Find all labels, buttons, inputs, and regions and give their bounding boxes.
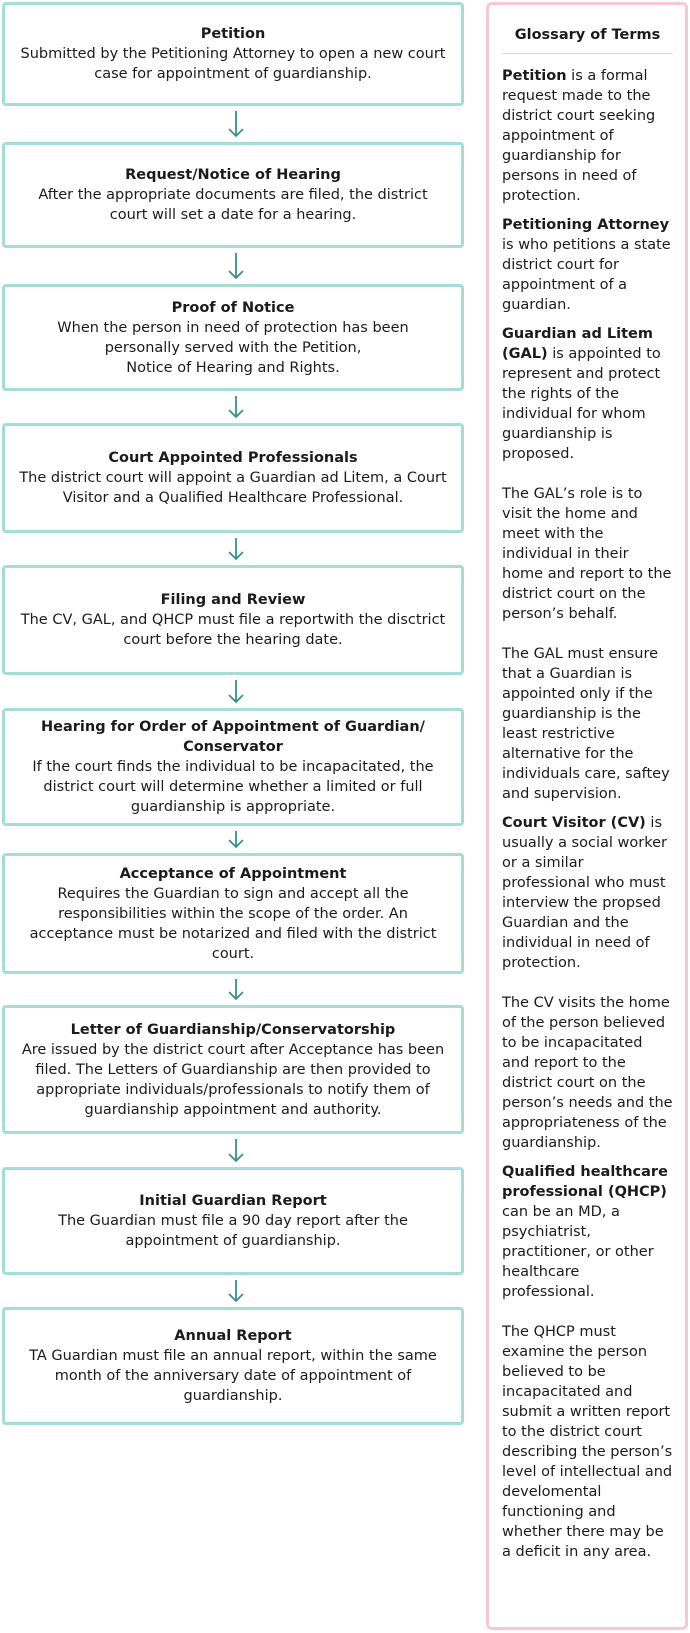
step-description: The CV, GAL, and QHCP must file a reportwith the disctrict court before the hearing date. (20, 612, 446, 648)
down-arrow-icon (226, 1278, 246, 1304)
down-arrow-icon (226, 394, 246, 420)
down-arrow-icon (226, 829, 246, 850)
glossary-paragraph: The CV visits the home of the person believed to be incapacitated and report to the district court on the person’s needs and the appropriateness of the guardianship. (502, 995, 673, 1151)
step-title: Proof of Notice (171, 299, 295, 316)
step-description: Submitted by the Petitioning Attorney to open a new court case for appointment of guardianship. (20, 46, 446, 82)
step-initial-guardian-report (2, 1167, 464, 1275)
step-description: Are issued by the district court after Acceptance has been filed. The Letters of Guardianship are then provided to appropriate individuals/professionals to notify them of guardianship appointment and authority. (21, 1041, 445, 1118)
step-description: Requires the Guardian to sign and accept all the responsibilities within the scope of the order. An acceptance must be notarized and filed with the district court. (29, 885, 437, 962)
step-description: TA Guardian must file an annual report, within the same month of the anniversary date of appointment of guardianship. (29, 1348, 437, 1404)
step-title: Acceptance of Appointment (119, 865, 347, 882)
step-description: If the court finds the individual to be incapacitated, the district court will determine whether a limited or full guardianship is appropriate. (32, 759, 434, 815)
glossary-definition: is a formal request made to the district court seeking appointment of guardianship for persons in need of protection. (502, 68, 656, 204)
step-letter-of-guardianship-conservatorship (2, 1005, 464, 1134)
step-description: The district court will appoint a Guardian ad Litem, a Court Visitor and a Qualified Healthcare Professional. (19, 470, 447, 506)
down-arrow-icon (226, 1137, 246, 1164)
step-title: Court Appointed Professionals (108, 450, 358, 466)
glossary-entry (502, 1162, 673, 1562)
step-title: Request/Notice of Hearing (125, 167, 341, 183)
glossary-title: Glossary of Terms (502, 13, 673, 54)
step-petition (2, 2, 464, 106)
step-title: Hearing for Order of Appointment of Guardian/ Conservator (41, 719, 425, 755)
glossary-term: Guardian ad Litem (GAL) (502, 326, 653, 362)
step-title: Initial Guardian Report (139, 1193, 327, 1209)
down-arrow-icon (226, 977, 246, 1002)
glossary-panel (486, 2, 688, 1630)
glossary-definition: is usually a social worker or a similar professional who must interview the propsed Guardian and the individual in need of protection. (502, 815, 667, 971)
step-title: Annual Report (174, 1328, 292, 1344)
step-description: When the person in need of protection has been personally served with the Petition, Notice of Hearing and Rights. (57, 319, 409, 376)
step-court-appointed-professionals (2, 423, 464, 533)
down-arrow-icon (226, 109, 246, 139)
step-title: Letter of Guardianship/Conservatorship (70, 1021, 396, 1038)
down-arrow-icon (226, 536, 246, 562)
glossary-term: Qualified healthcare professional (QHCP) (502, 1164, 668, 1200)
step-description: The Guardian must file a 90 day report after the appointment of guardianship. (58, 1213, 408, 1249)
step-request-notice-of-hearing (2, 142, 464, 248)
glossary-paragraph: The GAL’s role is to visit the home and meet with the individual in their home and report to the district court on the person’s behalf. (502, 486, 672, 622)
glossary-definition: is appointed to represent and protect the rights of the individual for whom guardianship is proposed. (502, 346, 661, 462)
glossary-entry (502, 324, 673, 804)
glossary-term: Petitioning Attorney (502, 217, 670, 233)
step-acceptance-of-appointment (2, 853, 464, 974)
glossary-term: Petition (502, 68, 567, 84)
glossary-entry (502, 215, 673, 315)
glossary-definition: is who petitions a state district court for appointment of a guardian. (502, 237, 671, 313)
step-annual-report (2, 1307, 464, 1425)
glossary-entry (502, 813, 673, 1153)
glossary-paragraph: The QHCP must examine the person believed to be incapacitated and submit a written report to the district court describing the person’s level of intellectual and develomental functioning and whether there may be a deficit in any area. (502, 1324, 673, 1560)
glossary-entry (502, 66, 673, 206)
glossary-term: Court Visitor (CV) (502, 815, 646, 831)
step-description: After the appropriate documents are filed, the district court will set a date for a hearing. (38, 187, 428, 223)
step-title: Filing and Review (160, 592, 306, 608)
glossary-definition: can be an MD, a psychiatrist, practitioner, or other healthcare professional. (502, 1204, 654, 1300)
step-filing-and-review (2, 565, 464, 675)
down-arrow-icon (226, 251, 246, 281)
step-proof-of-notice (2, 284, 464, 391)
glossary-paragraph: The GAL must ensure that a Guardian is appointed only if the guardianship is the least restrictive alternative for the individuals care, saftey and supervision. (502, 646, 670, 802)
step-hearing-for-order-of-appointment-of-guardian-conservator (2, 708, 464, 826)
down-arrow-icon (226, 678, 246, 705)
glossary-entries (502, 66, 673, 1562)
step-title: Petition (200, 26, 266, 42)
